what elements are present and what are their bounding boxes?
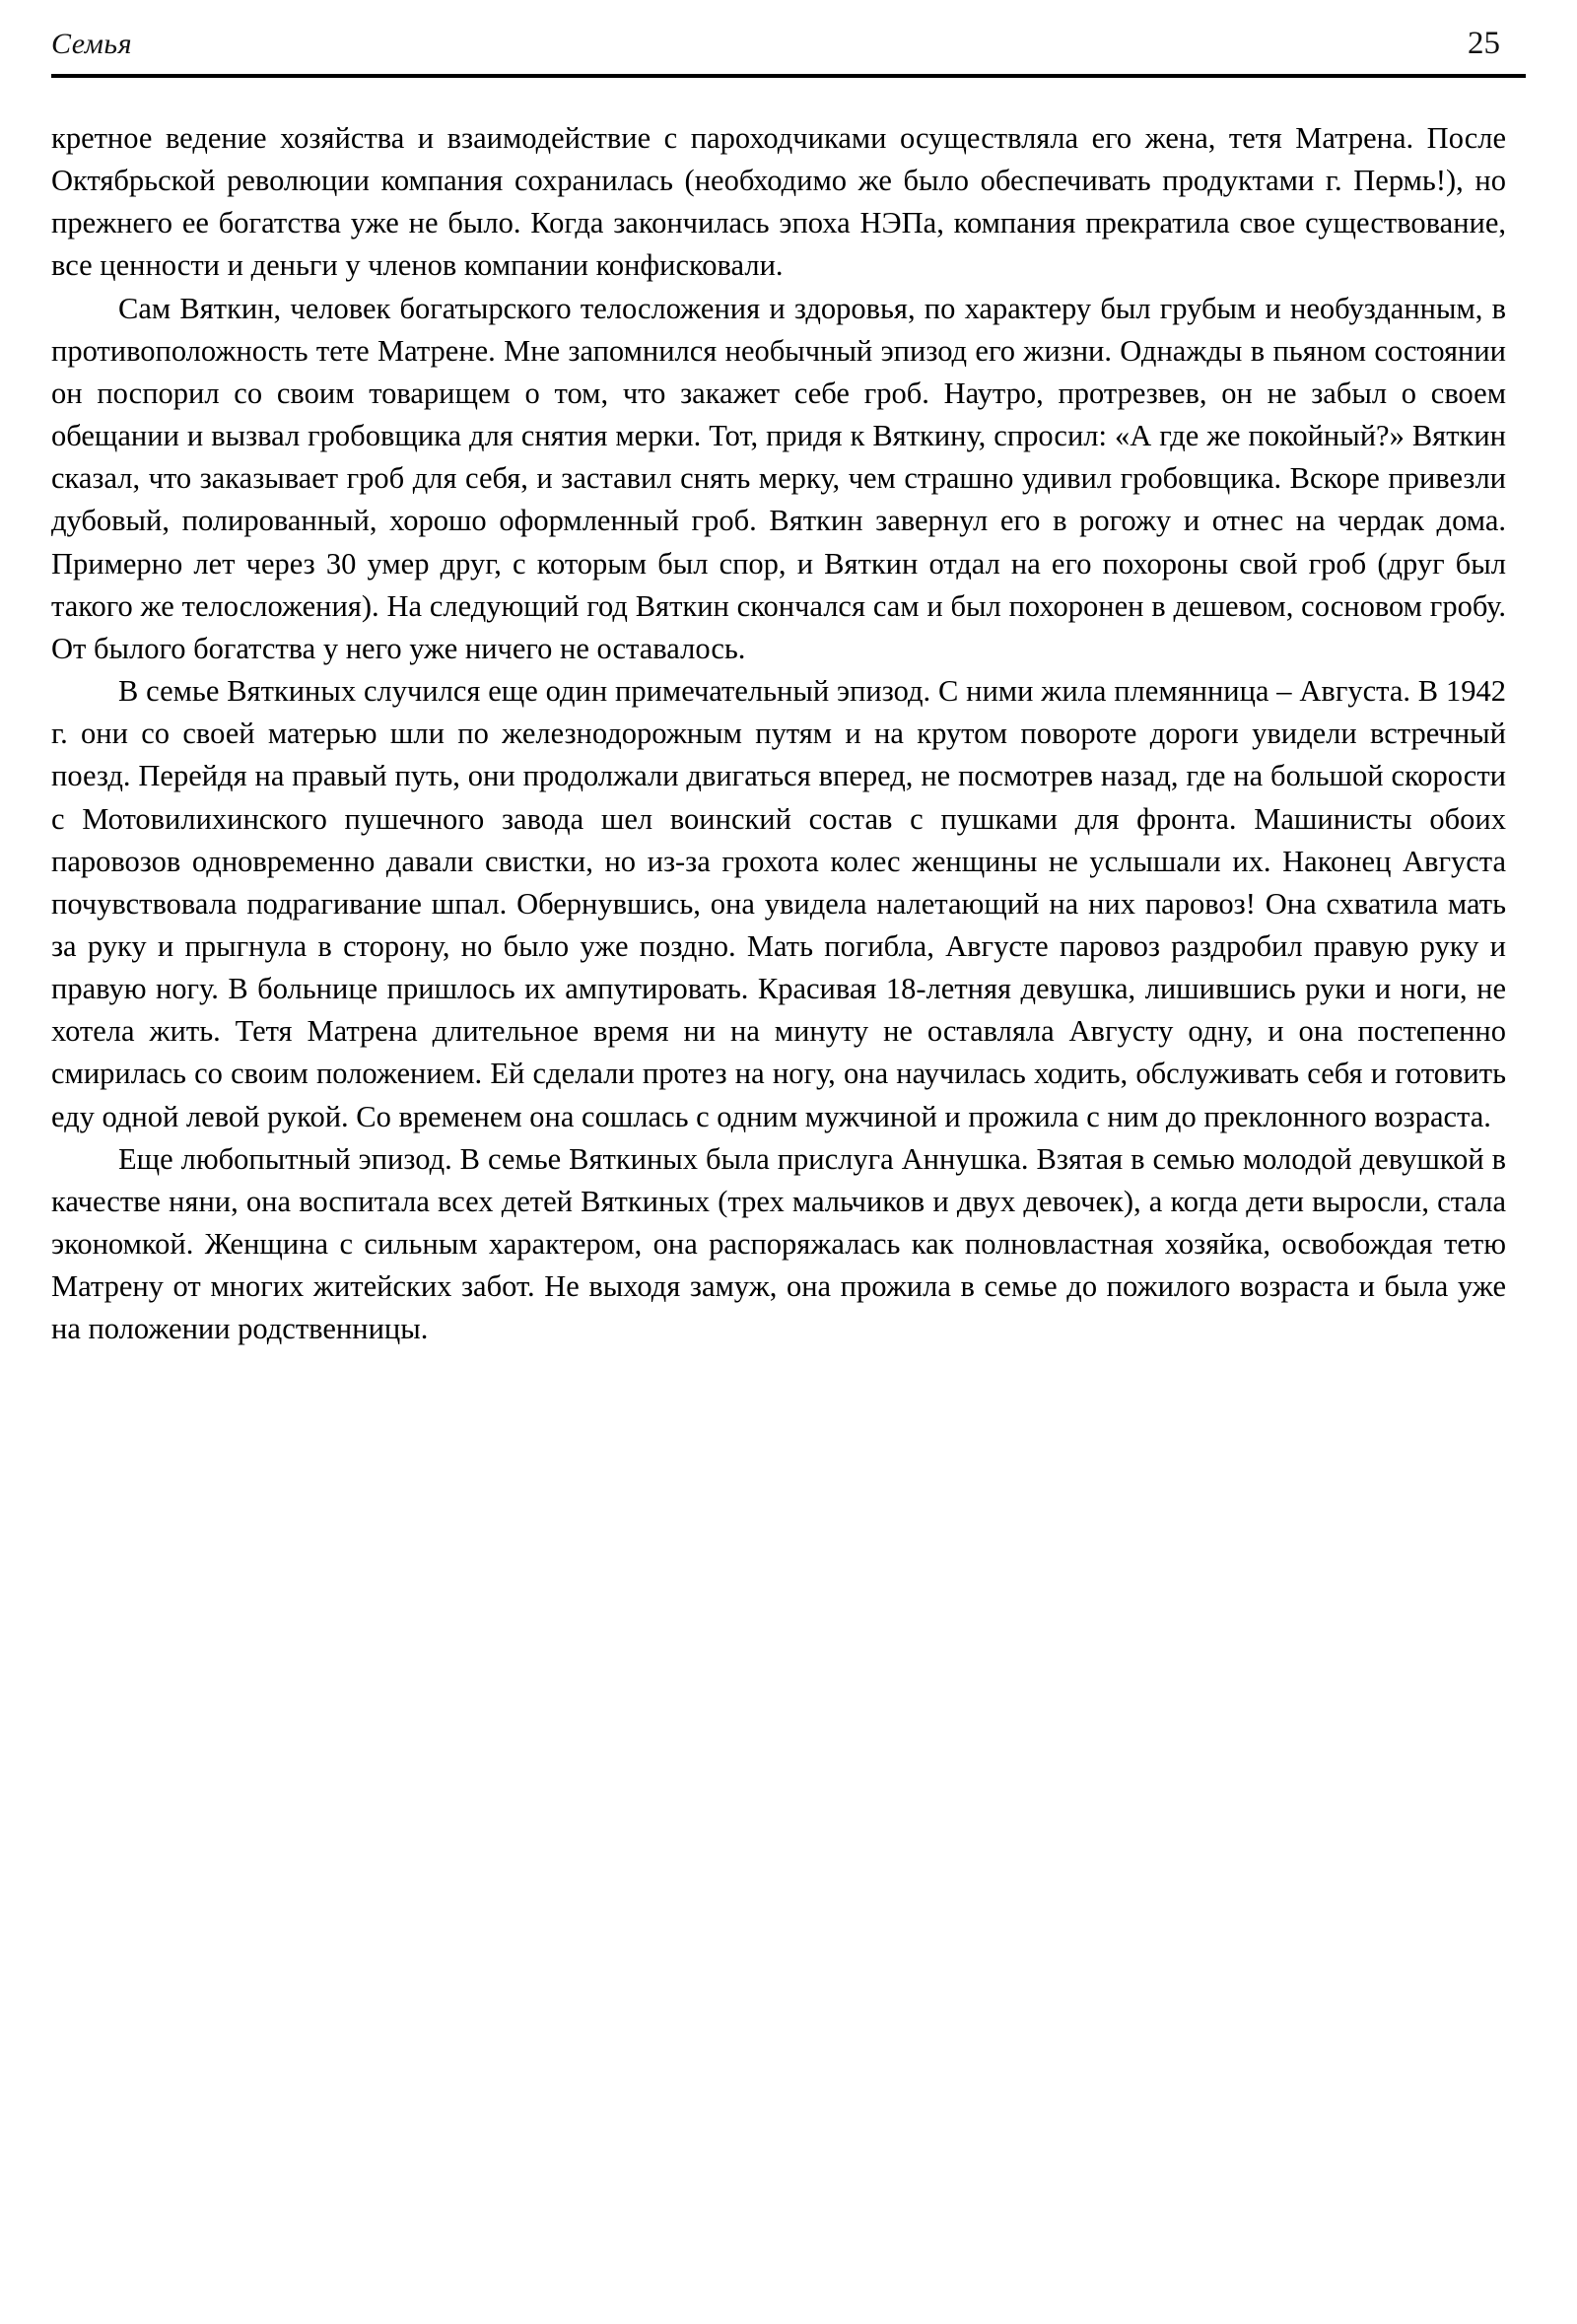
running-title: Семья bbox=[51, 28, 133, 60]
paragraph: Еще любопытный эпизод. В семье Вяткиных была прислуга Аннушка. Взятая в семью молодой девушкой в качестве няни, она воспитала всех детей Вяткиных (трех мальчиков и двух девочек), а когда дети выросли, стала экономкой. Женщина с сильным характером, она распоряжалась как полновластная хозяйка, освобождая тетю Матрену от многих житейских забот. Не выходя замуж, она прожила в семье до пожилого возраста и была уже на положении родственницы. bbox=[51, 1141, 1506, 1346]
paragraph: кретное ведение хозяйства и взаимодействие с пароходчиками осуществляла его жена, тетя Матрена. После Октябрьской революции компания сохранилась (необходимо же было обеспечивать продуктами г. Пермь!), но прежнего ее богатства уже не было. Когда закончилась эпоха НЭПа, компания прекратила свое существование, все ценности и деньги у членов компании конфисковали. bbox=[51, 121, 1506, 283]
body-text bbox=[51, 117, 1506, 1351]
document-page bbox=[0, 26, 1577, 2324]
paragraph: Сам Вяткин, человек богатырского телосложения и здоровья, по характеру был грубым и необузданным, в противоположность тете Матрене. Мне запомнился необычный эпизод его жизни. Однажды в пьяном состоянии он поспорил со своим товарищем о том, что закажет себе гроб. Наутро, протрезвев, он не забыл о своем обещании и вызвал гробовщика для снятия мерки. Тот, придя к Вяткину, спросил: «А где же покойный?» Вяткин сказал, что заказывает гроб для себя, и заставил снять мерку, чем страшно удивил гробовщика. Вскоре привезли дубовый, полированный, хорошо оформленный гроб. Вяткин завернул его в рогожу и отнес на чердак дома. Примерно лет через 30 умер друг, с которым был спор, и Вяткин отдал на его похороны свой гроб (друг был такого же телосложения). На следующий год Вяткин скончался сам и был похоронен в дешевом, сосновом гробу. От былого богатства у него уже ничего не оставалось. bbox=[51, 291, 1506, 665]
header-rule bbox=[51, 74, 1526, 78]
page-number: 25 bbox=[1468, 26, 1500, 61]
paragraph: В семье Вяткиных случился еще один примечательный эпизод. С ними жила племянница – Августа. В 1942 г. они со своей матерью шли по железнодорожным путям и на крутом повороте дороги увидели встречный поезд. Перейдя на правый путь, они продолжали двигаться вперед, не посмотрев назад, где на большой скорости с Мотовилихинского пушечного завода шел воинский состав с пушками для фронта. Машинисты обоих паровозов одновременно давали свистки, но из-за грохота колес женщины не услышали их. Наконец Августа почувствовала подрагивание шпал. Обернувшись, она увидела налетающий на них паровоз! Она схватила мать за руку и прыгнула в сторону, но было уже поздно. Мать погибла, Августе паровоз раздробил правую руку и правую ногу. В больнице пришлось их ампутировать. Красивая 18-летняя девушка, лишившись руки и ноги, не хотела жить. Тетя Матрена длительное время ни на минуту не оставляла Августу одну, и она постепенно смирилась со своим положением. Ей сделали протез на ногу, она научилась ходить, обслуживать себя и готовить еду одной левой рукой. Со временем она сошлась с одним мужчиной и прожила с ним до преклонного возраста. bbox=[51, 674, 1506, 1133]
page-header bbox=[51, 26, 1500, 62]
